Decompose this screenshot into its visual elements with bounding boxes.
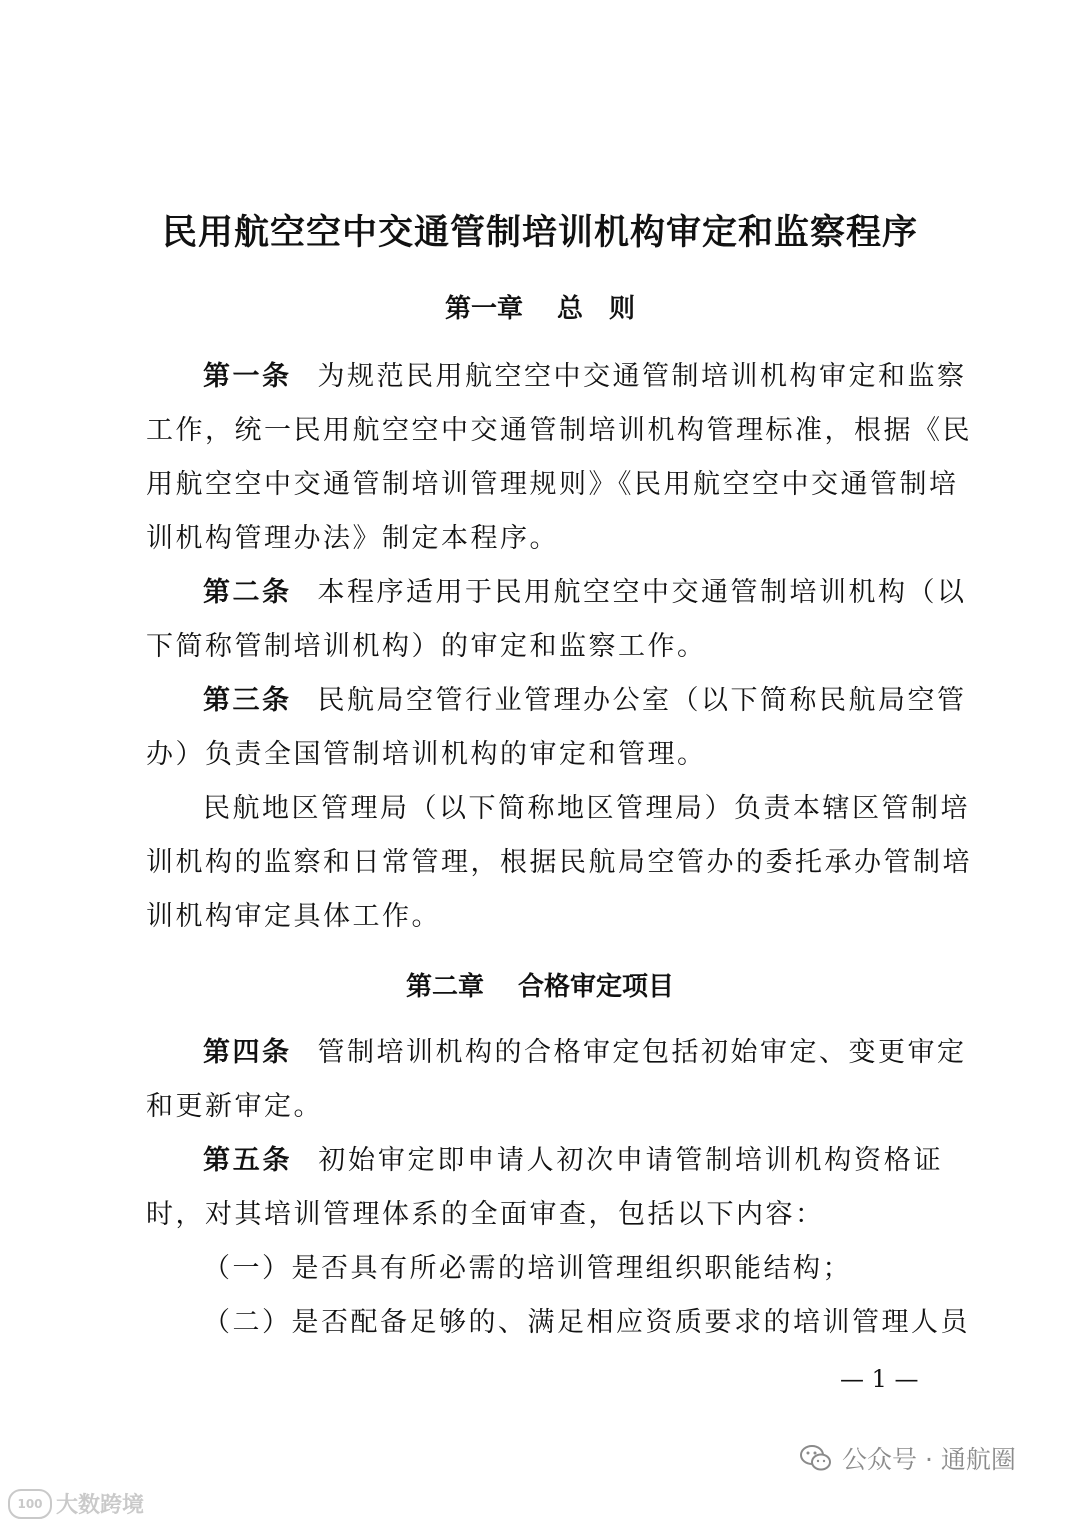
article-5-line-2: 时，对其培训管理体系的全面审查，包括以下内容：	[146, 1199, 825, 1230]
article-5-line-1	[203, 1134, 943, 1188]
article-3-text-1: 民航局空管行业管理办公室（以下简称民航局空管	[317, 685, 967, 716]
document-title: 民用航空空中交通管制培训机构审定和监察程序	[161, 213, 918, 253]
article-3-line-1	[203, 674, 967, 728]
article-2-label: 第二条	[203, 577, 292, 608]
chapter-2-heading	[0, 966, 1080, 1003]
chapter-2-name: 合格审定项目	[518, 972, 675, 1002]
chapter-1-name: 总 则	[557, 294, 636, 324]
wechat-watermark	[800, 1440, 1016, 1476]
article-3b-line-1: 民航地区管理局（以下简称地区管理局）负责本辖区管制培	[203, 793, 970, 824]
article-3b-line-3: 训机构审定具体工作。	[146, 901, 441, 932]
article-2-line-2: 下简称管制培训机构）的审定和监察工作。	[146, 631, 707, 662]
chapter-2-number: 第二章	[405, 972, 484, 1002]
article-1-line-3: 用航空空中交通管制培训管理规则》《民用航空空中交通管制培	[146, 469, 959, 500]
article-4-line-1	[203, 1026, 967, 1080]
article-4-line-2: 和更新审定。	[146, 1091, 323, 1122]
article-3-label: 第三条	[203, 685, 292, 716]
article-1-text-1: 为规范民用航空空中交通管制培训机构审定和监察	[317, 361, 967, 392]
chapter-1-heading	[0, 288, 1080, 325]
wechat-icon	[800, 1444, 832, 1472]
article-5-label: 第五条	[203, 1145, 293, 1176]
article-4-text-1: 管制培训机构的合格审定包括初始审定、变更审定	[317, 1037, 967, 1068]
source-watermark	[8, 1488, 144, 1519]
article-1-label: 第一条	[203, 361, 292, 392]
article-1-line-4: 训机构管理办法》制定本程序。	[146, 523, 559, 554]
article-5-text-1: 初始审定即申请人初次申请管制培训机构资格证	[318, 1145, 944, 1176]
source-logo-icon: 100	[8, 1489, 52, 1519]
article-4-label: 第四条	[203, 1037, 292, 1068]
article-3-line-2: 办）负责全国管制培训机构的审定和管理。	[146, 739, 707, 770]
article-5-item-1: （一）是否具有所必需的培训管理组织职能结构；	[203, 1253, 852, 1284]
article-2-line-1	[203, 566, 967, 620]
article-3b-line-2: 训机构的监察和日常管理，根据民航局空管办的委托承办管制培	[146, 847, 972, 878]
article-1-line-2: 工作，统一民用航空空中交通管制培训机构管理标准，根据《民	[146, 415, 972, 446]
wechat-watermark-text: 公众号 · 通航圈	[842, 1445, 1016, 1474]
chapter-1-number: 第一章	[444, 294, 523, 324]
source-watermark-text: 大数跨境	[56, 1493, 145, 1518]
article-1-line-1	[203, 350, 967, 404]
article-5-item-2: （二）是否配备足够的、满足相应资质要求的培训管理人员	[203, 1307, 970, 1338]
page-number: — 1 —	[840, 1365, 919, 1393]
article-2-text-1: 本程序适用于民用航空空中交通管制培训机构（以	[317, 577, 967, 608]
